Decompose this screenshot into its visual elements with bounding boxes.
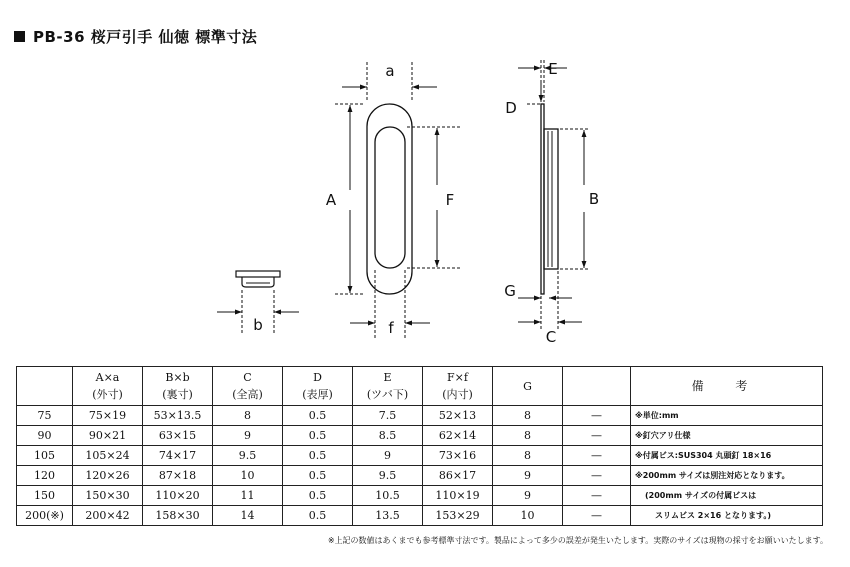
header-Bb: B×b (裏寸) [143,367,213,406]
cell-D: 0.5 [283,466,353,486]
cell-D: 0.5 [283,406,353,426]
label-b: b [253,316,263,334]
table-row [17,446,823,466]
label-D: D [505,99,517,117]
cell-dash: — [563,506,631,526]
table-header-row [17,367,823,406]
cell-Ff: 52×13 [423,406,493,426]
cell-C: 14 [213,506,283,526]
cell-E: 10.5 [353,486,423,506]
cell-size: 75 [17,406,73,426]
cell-Bb: 110×20 [143,486,213,506]
label-G: G [504,282,516,300]
title-text: PB-36 桜戸引手 仙徳 標準寸法 [33,28,258,46]
header-size [17,367,73,406]
cell-C: 9.5 [213,446,283,466]
cell-note: ※200mm サイズは別注対応となります。 [631,466,823,486]
table-row [17,466,823,486]
cell-Bb: 63×15 [143,426,213,446]
cell-Bb: 53×13.5 [143,406,213,426]
label-f: f [388,319,394,337]
cell-E: 13.5 [353,506,423,526]
cell-C: 11 [213,486,283,506]
cell-Ff: 73×16 [423,446,493,466]
cell-note: ※付属ビス:SUS304 丸頭釘 18×16 [631,446,823,466]
header-G: G [493,367,563,406]
cell-C: 10 [213,466,283,486]
cell-G: 9 [493,466,563,486]
bottom-view [236,271,280,287]
cell-D: 0.5 [283,506,353,526]
cell-D: 0.5 [283,426,353,446]
cell-Aa: 90×21 [73,426,143,446]
cell-note: スリムビス 2×16 となります。) [631,506,823,526]
cell-Bb: 158×30 [143,506,213,526]
cell-G: 8 [493,446,563,466]
label-A: A [325,191,337,209]
cell-E: 9.5 [353,466,423,486]
cell-G: 8 [493,426,563,446]
cell-dash: — [563,446,631,466]
side-view [541,104,558,294]
header-blank [563,367,631,406]
cell-size: 200(※) [17,506,73,526]
cell-G: 10 [493,506,563,526]
table-row [17,486,823,506]
header-E: E (ツバ下) [353,367,423,406]
table-row [17,426,823,446]
table-row [17,406,823,426]
cell-Ff: 110×19 [423,486,493,506]
cell-G: 9 [493,486,563,506]
cell-C: 9 [213,426,283,446]
cell-dash: — [563,426,631,446]
cell-Ff: 62×14 [423,426,493,446]
label-E: E [548,60,558,78]
label-F: F [445,191,455,209]
cell-Aa: 120×26 [73,466,143,486]
front-inner-outline [375,127,405,268]
cell-G: 8 [493,406,563,426]
cell-Bb: 74×17 [143,446,213,466]
footnote: ※上記の数値はあくまでも参考標準寸法です。製品によって多少の誤差が発生いたします。実際のサイズは現物の採寸をお願いいたします。 [327,536,828,545]
cell-dash: — [563,466,631,486]
header-C: C (全高) [213,367,283,406]
table-row [17,506,823,526]
cell-Aa: 105×24 [73,446,143,466]
cell-note: ※釘穴アリ仕様 [631,426,823,446]
cell-note: (200mm サイズの付属ビスは [631,486,823,506]
header-remarks: 備 考 [631,367,823,406]
label-B: B [588,190,600,208]
label-a: a [385,62,395,80]
cell-note: ※単位:mm [631,406,823,426]
cell-size: 150 [17,486,73,506]
cell-size: 105 [17,446,73,466]
cell-Ff: 153×29 [423,506,493,526]
cell-E: 9 [353,446,423,466]
cell-E: 7.5 [353,406,423,426]
cell-size: 90 [17,426,73,446]
header-D: D (表厚) [283,367,353,406]
cell-Aa: 200×42 [73,506,143,526]
cell-Aa: 75×19 [73,406,143,426]
cell-dash: — [563,406,631,426]
cell-D: 0.5 [283,486,353,506]
header-Ff: F×f (内寸) [423,367,493,406]
spec-table [16,366,823,526]
cell-size: 120 [17,466,73,486]
cell-Aa: 150×30 [73,486,143,506]
cell-D: 0.5 [283,446,353,466]
cell-dash: — [563,486,631,506]
cell-C: 8 [213,406,283,426]
label-C: C [545,328,557,346]
cell-Ff: 86×17 [423,466,493,486]
header-Aa: A×a (外寸) [73,367,143,406]
cell-Bb: 87×18 [143,466,213,486]
cell-E: 8.5 [353,426,423,446]
